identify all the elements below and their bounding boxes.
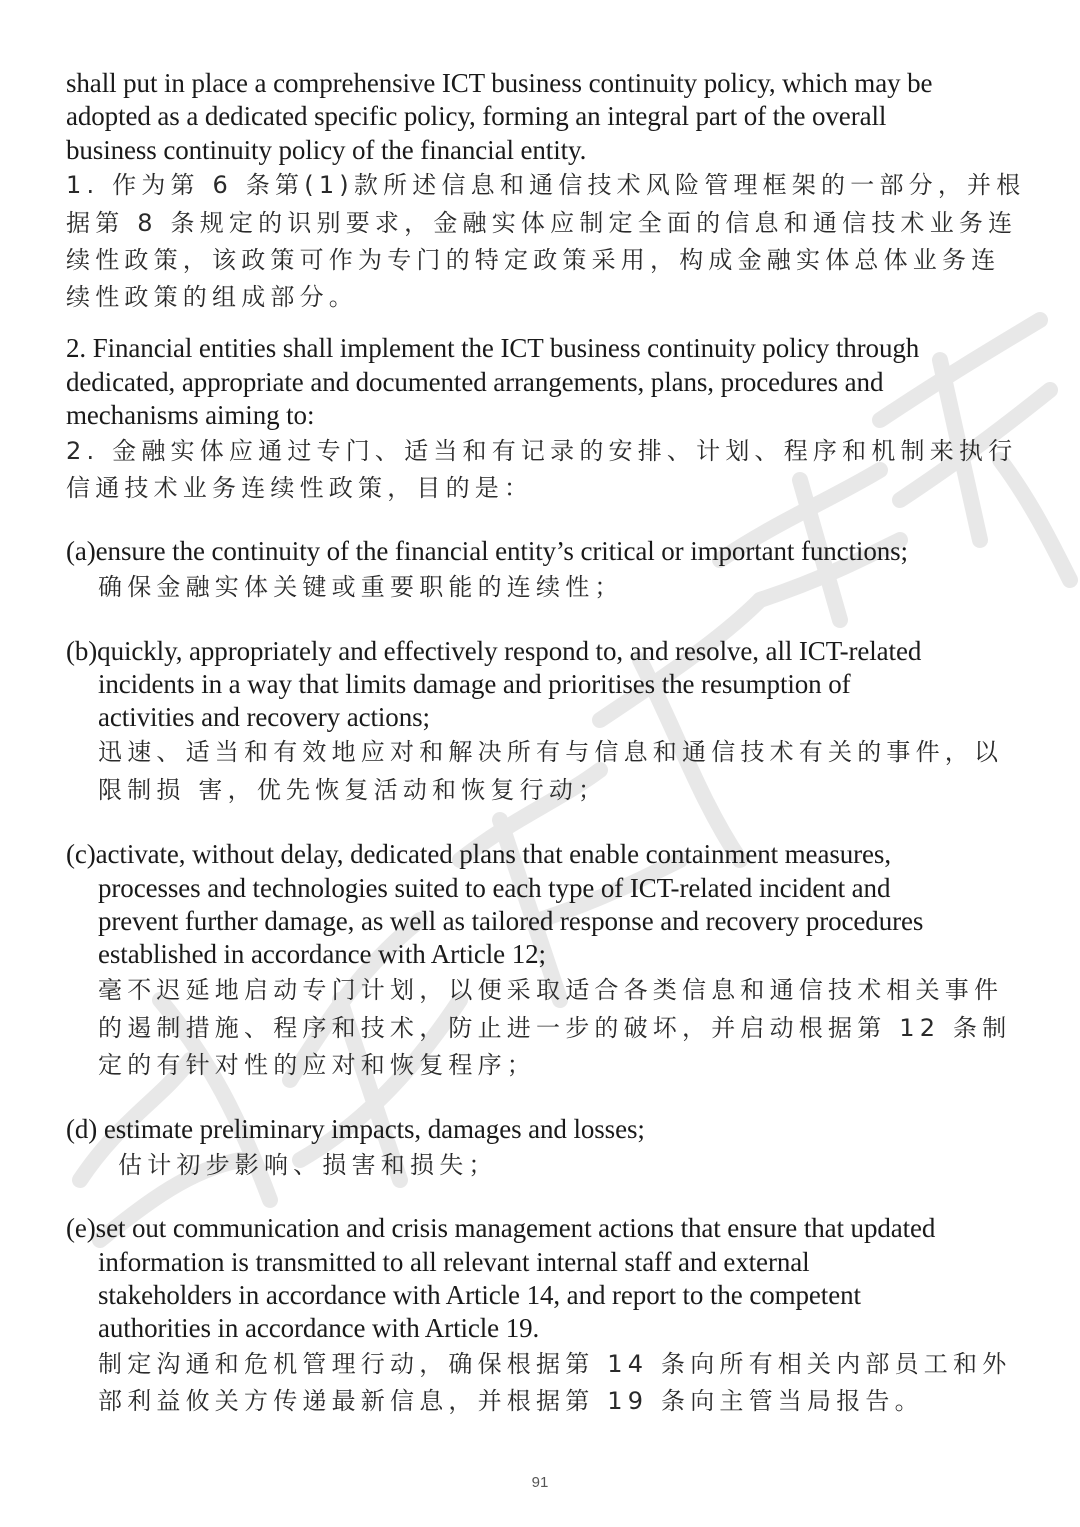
para2-en-line-1: 2. Financial entities shall implement the ICT business continuity policy through xyxy=(66,333,920,363)
intro-zh-line-1: 1. 作为第 6 条第(1)款所述信息和通信技术风险管理框架的一部分，并根 xyxy=(66,171,1026,199)
item-e-en-line-4: authorities in accordance with Article 19. xyxy=(98,1313,540,1343)
item-c-zh-line-3: 定的有针对性的应对和恢复程序； xyxy=(98,1051,536,1079)
item-e-zh-line-2: 部利益攸关方传递最新信息，并根据第 19 条向主管当局报告。 xyxy=(98,1387,924,1415)
item-c-zh-line-1: 毫不迟延地启动专门计划，以便采取适合各类信息和通信技术相关事件 xyxy=(98,976,1004,1004)
item-c-zh-line-2: 的遏制措施、程序和技术，防止进一步的破坏，并启动根据第 12 条制 xyxy=(98,1014,1012,1042)
item-e-en-line-2: information is transmitted to all relevant internal staff and external xyxy=(98,1247,810,1277)
item-b-zh-line-2: 限制损 害，优先恢复活动和恢复行动； xyxy=(98,776,608,804)
item-b-en-line-3: activities and recovery actions; xyxy=(98,702,430,732)
item-e-en-line-1: (e)set out communication and crisis management actions that ensure that updated xyxy=(66,1213,936,1243)
item-c-en-line-2: processes and technologies suited to each type of ICT-related incident and xyxy=(98,873,891,903)
item-a-en-line-1: (a)ensure the continuity of the financial entity’s critical or important functions; xyxy=(66,536,908,566)
page-number: 91 xyxy=(531,1474,549,1491)
item-d-en-line-1: (d) estimate preliminary impacts, damages and losses; xyxy=(66,1114,645,1144)
item-e-zh-line-1: 制定沟通和危机管理行动，确保根据第 14 条向所有相关内部员工和外 xyxy=(98,1350,1012,1378)
intro-zh-line-3: 续性政策，该政策可作为专门的特定政策采用，构成金融实体总体业务连 xyxy=(66,246,1001,274)
para2-zh-line-1: 2. 金融实体应通过专门、适当和有记录的安排、计划、程序和机制来执行 xyxy=(66,437,1018,465)
item-e-en-line-3: stakeholders in accordance with Article 14, and report to the competent xyxy=(98,1280,861,1310)
para2-en-line-2: dedicated, appropriate and documented arrangements, plans, procedures and xyxy=(66,367,884,397)
intro-en-line-1: shall put in place a comprehensive ICT business continuity policy, which may be xyxy=(66,68,933,98)
item-c-en-line-3: prevent further damage, as well as tailored response and recovery procedures xyxy=(98,906,924,936)
intro-en-line-2: adopted as a dedicated specific policy, forming an integral part of the overall xyxy=(66,101,887,131)
intro-zh-line-2: 据第 8 条规定的识别要求，金融实体应制定全面的信息和通信技术业务连 xyxy=(66,209,1018,237)
item-b-zh-line-1: 迅速、适当和有效地应对和解决所有与信息和通信技术有关的事件，以 xyxy=(98,738,1004,766)
intro-en-line-3: business continuity policy of the financial entity. xyxy=(66,135,587,165)
para2-en-line-3: mechanisms aiming to: xyxy=(66,400,315,430)
item-a-zh-line-1: 确保金融实体关键或重要职能的连续性； xyxy=(98,573,624,601)
intro-zh-line-4: 续性政策的组成部分。 xyxy=(66,283,358,311)
item-d-zh-line-1: 估计初步影响、损害和损失； xyxy=(118,1151,498,1179)
item-b-en-line-2: incidents in a way that limits damage and prioritises the resumption of xyxy=(98,669,851,699)
item-c-en-line-4: established in accordance with Article 12; xyxy=(98,939,546,969)
item-c-en-line-1: (c)activate, without delay, dedicated plans that enable containment measures, xyxy=(66,839,891,869)
para2-zh-line-2: 信通技术业务连续性政策，目的是： xyxy=(66,474,534,502)
item-b-en-line-1: (b)quickly, appropriately and effectively respond to, and resolve, all ICT-related xyxy=(66,636,922,666)
